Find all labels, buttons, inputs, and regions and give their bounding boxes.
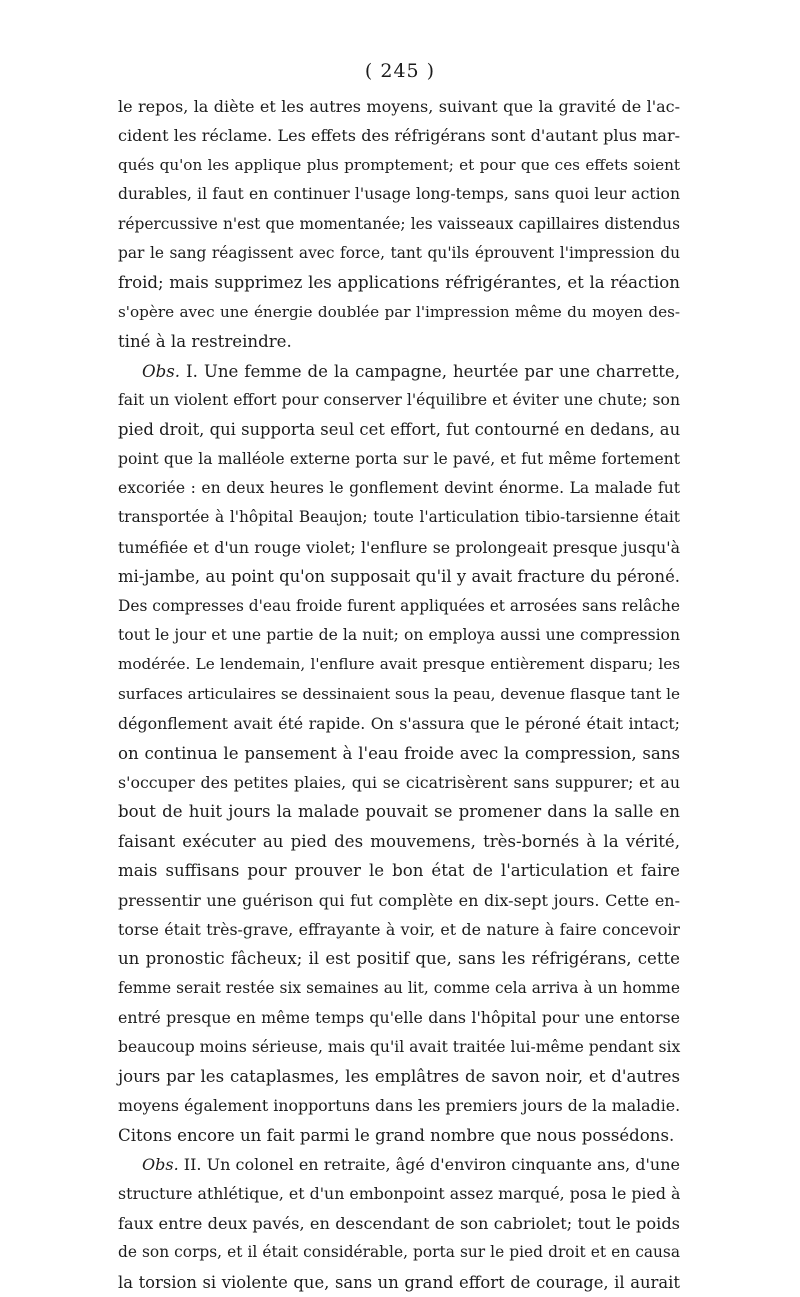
- text-line: [118, 474, 680, 503]
- line-text: la torsion si violente que, sans un grand effort de courage, il aurait: [118, 1272, 680, 1292]
- line-text: entré presque en même temps qu'elle dans l'hôpital pour une entorse: [118, 1008, 680, 1028]
- text-line: [118, 650, 680, 679]
- text-line: [118, 415, 680, 444]
- text-line: [118, 944, 680, 973]
- line-text: mi-jambe, au point qu'on supposait qu'il y avait fracture du péroné.: [118, 567, 680, 587]
- text-line: [118, 445, 680, 474]
- text-line: [118, 533, 680, 562]
- text-line: [118, 1238, 680, 1267]
- text-line: [118, 709, 680, 738]
- body-text: [118, 92, 680, 1297]
- line-text: Des compresses d'eau froide furent appliquées et arrosées sans relâche: [118, 596, 680, 615]
- observation-label: Obs.: [142, 361, 181, 381]
- line-text: Citons encore un fait parmi le grand nombre que nous possédons.: [118, 1125, 675, 1145]
- text-line: [118, 915, 680, 944]
- text-line: [118, 92, 680, 121]
- text-line: [118, 1209, 680, 1238]
- text-line: [118, 886, 680, 915]
- line-text: dégonflement avait été rapide. On s'assura que le péroné était intact;: [118, 714, 680, 734]
- line-text: bout de huit jours la malade pouvait se promener dans la salle en: [118, 802, 680, 822]
- line-text: jours par les cataplasmes, les emplâtres de savon noir, et d'autres: [118, 1066, 680, 1086]
- text-line: [118, 562, 680, 591]
- text-line: [118, 1003, 680, 1032]
- text-line: [118, 298, 680, 327]
- text-line: [118, 327, 680, 356]
- line-text: par le sang réagissent avec force, tant qu'ils éprouvent l'impression du: [118, 243, 680, 262]
- text-line: [118, 239, 680, 268]
- text-line: [118, 739, 680, 768]
- text-line: [118, 680, 680, 709]
- line-text: de son corps, et il était considérable, porta sur le pied droit et en causa: [118, 1243, 680, 1262]
- text-line: [118, 180, 680, 209]
- line-text: faux entre deux pavés, en descendant de son cabriolet; tout le poids: [118, 1213, 680, 1233]
- text-line: [118, 1091, 680, 1120]
- line-text: faisant exécuter au pied des mouvemens, très-bornés à la vérité,: [118, 831, 680, 851]
- line-text: modérée. Le lendemain, l'enflure avait presque entièrement disparu; les: [118, 655, 680, 674]
- text-line: [118, 1150, 680, 1179]
- text-line: [118, 268, 680, 297]
- line-text: excoriée : en deux heures le gonflement devint énorme. La malade fut: [118, 479, 680, 498]
- text-line: [118, 503, 680, 532]
- line-text: tuméfiée et d'un rouge violet; l'enflure se prolongeait presque jusqu'à: [118, 537, 680, 557]
- line-text: le repos, la diète et les autres moyens, suivant que la gravité de l'ac-: [118, 97, 680, 116]
- line-text: mais suffisans pour prouver le bon état de l'articulation et faire: [118, 861, 680, 881]
- line-text: tiné à la restreindre.: [118, 332, 292, 352]
- line-text: torse était très-grave, effrayante à voir, et de nature à faire concevoir: [118, 919, 680, 939]
- text-line: [118, 1062, 680, 1091]
- line-text: s'opère avec une énergie doublée par l'impression même du moyen des-: [118, 302, 680, 321]
- text-line: [118, 1179, 680, 1208]
- text-line: [118, 121, 680, 150]
- line-text: on continua le pansement à l'eau froide avec la compression, sans: [118, 743, 680, 763]
- line-text: durables, il faut en continuer l'usage long-temps, sans quoi leur action: [118, 185, 680, 204]
- line-text: surfaces articulaires se dessinaient sous la peau, devenue flasque tant le: [118, 684, 680, 703]
- text-line: [118, 797, 680, 826]
- line-text: beaucoup moins sérieuse, mais qu'il avait traitée lui-même pendant six: [118, 1037, 681, 1056]
- page-number: ( 245 ): [364, 60, 436, 82]
- text-line: [118, 856, 680, 885]
- text-line: [118, 357, 680, 386]
- text-line: [118, 827, 680, 856]
- text-line: [118, 974, 680, 1003]
- line-text: transportée à l'hôpital Beaujon; toute l'articulation tibio-tarsienne était: [118, 508, 680, 527]
- line-text: tout le jour et une partie de la nuit; on employa aussi une compression: [118, 626, 680, 645]
- text-line: [118, 592, 680, 621]
- line-text: qués qu'on les applique plus promptement; et pour que ces effets soient: [118, 155, 680, 174]
- line-text: structure athlétique, et d'un embonpoint assez marqué, posa le pied à: [118, 1184, 681, 1204]
- text-line: [118, 768, 680, 797]
- text-line: [118, 151, 680, 180]
- line-text: un pronostic fâcheux; il est positif que, sans les réfrigérans, cette: [118, 949, 680, 969]
- observation-label: Obs.: [142, 1155, 179, 1175]
- text-line: [118, 210, 680, 239]
- text-line: [118, 1268, 680, 1297]
- line-text: fait un violent effort pour conserver l'équilibre et éviter une chute; son: [118, 390, 680, 409]
- line-text: cident les réclame. Les effets des réfrigérans sont d'autant plus mar-: [118, 126, 680, 146]
- line-text: point que la malléole externe porta sur le pavé, et fut même fortement: [118, 449, 680, 468]
- text-line: [118, 621, 680, 650]
- line-text: moyens également inopportuns dans les premiers jours de la maladie.: [118, 1096, 681, 1116]
- line-text: répercussive n'est que momentanée; les vaisseaux capillaires distendus: [118, 214, 680, 233]
- line-text: I. Une femme de la campagne, heurtée par une charrette,: [180, 361, 680, 381]
- text-line: [118, 1121, 680, 1150]
- line-text: s'occuper des petites plaies, qui se cicatrisèrent sans suppurer; et au: [118, 772, 680, 792]
- line-text: II. Un colonel en retraite, âgé d'environ cinquante ans, d'une: [178, 1155, 680, 1175]
- text-line: [118, 1033, 680, 1062]
- text-line: [118, 386, 680, 415]
- line-text: femme serait restée six semaines au lit, comme cela arriva à un homme: [118, 978, 680, 997]
- line-text: froid; mais supprimez les applications réfrigérantes, et la réaction: [118, 273, 680, 293]
- line-text: pressentir une guérison qui fut complète en dix-sept jours. Cette en-: [118, 890, 680, 910]
- line-text: pied droit, qui supporta seul cet effort, fut contourné en dedans, au: [118, 420, 681, 440]
